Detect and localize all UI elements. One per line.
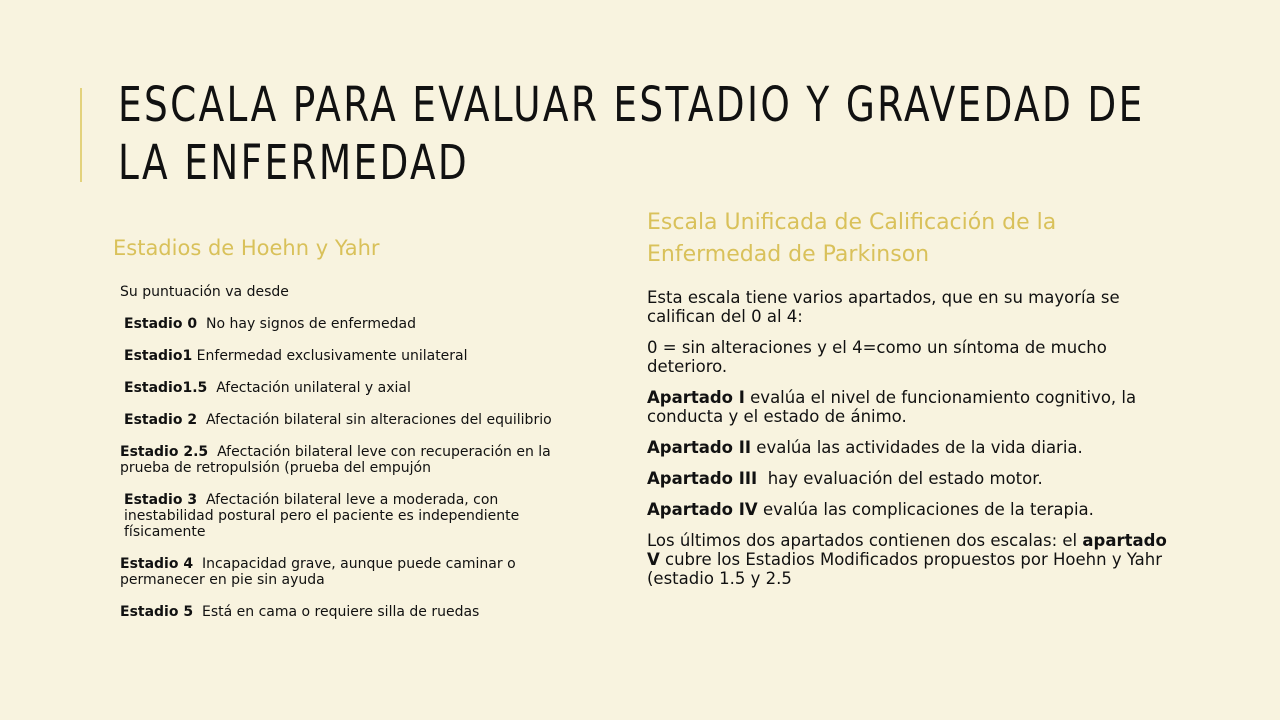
stage-item: Estadio1.5 Afectación unilateral y axial: [124, 380, 411, 396]
stage-item: Estadio 5 Está en cama o requiere silla de ruedas: [120, 604, 480, 620]
hoehn-yahr-heading: Estadios de Hoehn y Yahr: [113, 236, 380, 260]
section-item: Apartado III hay evaluación del estado motor.: [647, 469, 1043, 488]
stage-item: Estadio 2.5 Afectación bilateral leve con recuperación en la prueba de retropulsión (prueba del empujón: [120, 444, 551, 476]
intro-text: Su puntuación va desde: [120, 284, 289, 300]
updrs-heading: Escala Unificada de Calificación de la Enfermedad de Parkinson: [647, 210, 1057, 267]
updrs-intro: Esta escala tiene varios apartados, que en su mayoría se califican del 0 al 4:: [647, 288, 1120, 326]
updrs-scale: 0 = sin alteraciones y el 4=como un síntoma de mucho deterioro.: [647, 338, 1107, 376]
hoehn-yahr-list: [120, 284, 590, 620]
section-item: Apartado IV evalúa las complicaciones de la terapia.: [647, 500, 1094, 519]
updrs-content: [647, 288, 1167, 600]
stage-item: Estadio 4 Incapacidad grave, aunque puede caminar o permanecer en pie sin ayuda: [120, 556, 516, 588]
section-item: Apartado I evalúa el nivel de funcionamiento cognitivo, la conducta y el estado de ánimo.: [647, 388, 1137, 426]
slide-title: ESCALA PARA EVALUAR ESTADIO Y GRAVEDAD DE LA ENFERMEDAD: [118, 77, 1145, 191]
stage-item: Estadio1 Enfermedad exclusivamente unilateral: [124, 348, 468, 364]
stage-item: Estadio 2 Afectación bilateral sin alteraciones del equilibrio: [124, 412, 552, 428]
stage-item: Estadio 3 Afectación bilateral leve a moderada, con inestabilidad postural pero el paciente es independiente físicamente: [124, 492, 520, 540]
stage-item: Estadio 0 No hay signos de enfermedad: [124, 316, 417, 332]
accent-bar: [80, 88, 82, 182]
section-last: Los últimos dos apartados contienen dos escalas: el apartado V cubre los Estadios Modificados propuestos por Hoehn y Yahr (estadio 1.5 y 2.5: [647, 531, 1167, 588]
section-item: Apartado II evalúa las actividades de la vida diaria.: [647, 438, 1083, 457]
